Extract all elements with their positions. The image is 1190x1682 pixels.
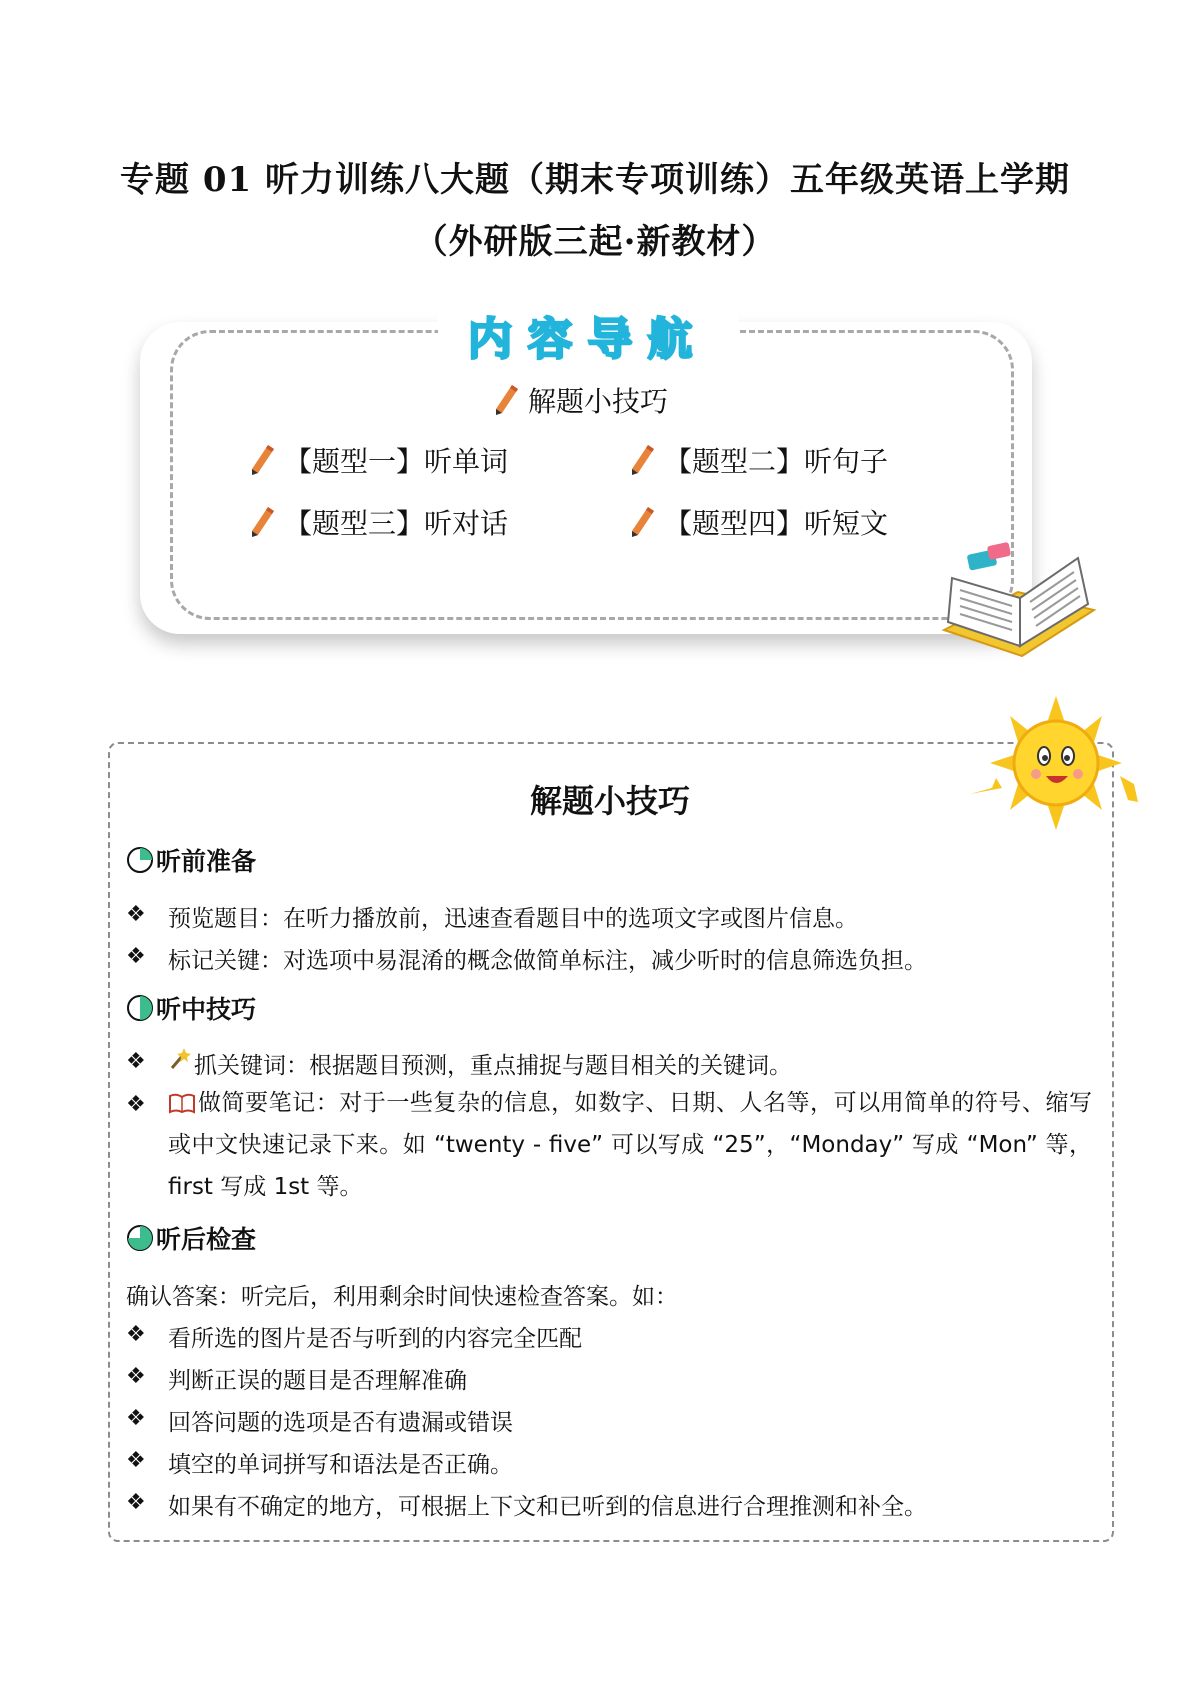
tip-text: 看所选的图片是否与听到的内容完全匹配 <box>168 1326 582 1352</box>
pencil-icon <box>248 443 276 477</box>
nav-item-label: 【题型二】听句子 <box>664 445 889 478</box>
tip-text: 做简要笔记：对于一些复杂的信息，如数字、日期、人名等，可以用简单的符号、缩写或中文快速记录下来。如 “twenty - five” 可以写成 “25”，“Monday” 写成 “Mon” 等，first 写成 1st 等。 <box>168 1090 1092 1200</box>
section-heading-during-listening: 听中技巧 <box>126 990 256 1026</box>
page-subtitle: （外研版三起·新教材） <box>413 222 777 262</box>
progress-half-icon <box>126 994 154 1022</box>
bullet-icon: ❖ <box>126 1092 146 1117</box>
nav-item-label: 【题型四】听短文 <box>664 507 889 540</box>
bullet-icon: ❖ <box>126 1322 146 1347</box>
nav-item-type-3[interactable] <box>248 502 508 542</box>
nav-item-type-4[interactable] <box>628 502 888 542</box>
tip-text: 标记关键：对选项中易混淆的概念做简单标注，减少听时的信息筛选负担。 <box>168 948 927 974</box>
pencil-icon <box>492 383 520 417</box>
nav-item-label: 【题型三】听对话 <box>284 507 509 540</box>
bullet-icon: ❖ <box>126 902 146 927</box>
progress-three-quarter-icon <box>126 1224 154 1252</box>
tip-text: 预览题目：在听力播放前，迅速查看题目中的选项文字或图片信息。 <box>168 906 858 932</box>
nav-item-label: 【题型一】听单词 <box>284 445 509 478</box>
pencil-icon <box>628 443 656 477</box>
bullet-icon: ❖ <box>126 1490 146 1515</box>
page-title: 专题 01 听力训练八大题（期末专项训练）五年级英语上学期 <box>120 160 1070 200</box>
section-heading-before-listening: 听前准备 <box>126 842 256 878</box>
open-book-icon <box>938 538 1098 662</box>
nav-item-type-2[interactable] <box>628 440 888 480</box>
tip-text: 判断正误的题目是否理解准确 <box>168 1368 467 1394</box>
pencil-icon <box>628 505 656 539</box>
section-heading-after-listening: 听后检查 <box>126 1220 256 1256</box>
nav-heading <box>438 308 738 368</box>
open-notebook-icon <box>168 1092 196 1114</box>
tip-text: 抓关键词：根据题目预测，重点捕捉与题目相关的关键词。 <box>194 1053 792 1079</box>
bullet-icon: ❖ <box>126 1448 146 1473</box>
nav-item-type-1[interactable] <box>248 440 508 480</box>
tip-text: 填空的单词拼写和语法是否正确。 <box>168 1452 513 1478</box>
tip-text: 如果有不确定的地方，可根据上下文和已听到的信息进行合理推测和补全。 <box>168 1494 927 1520</box>
tip-text: 回答问题的选项是否有遗漏或错误 <box>168 1410 513 1436</box>
pencil-icon <box>248 505 276 539</box>
nav-item-label: 解题小技巧 <box>528 385 669 418</box>
bullet-icon: ❖ <box>126 1364 146 1389</box>
tip-intro: 确认答案：听完后，利用剩余时间快速检查答案。如： <box>126 1284 678 1310</box>
progress-quarter-icon <box>126 846 154 874</box>
magic-wand-icon <box>168 1046 192 1072</box>
bullet-icon: ❖ <box>126 1049 146 1074</box>
tips-title: 解题小技巧 <box>529 782 690 820</box>
nav-heading-text: 内容导航 <box>468 314 708 365</box>
bullet-icon: ❖ <box>126 1406 146 1431</box>
nav-item-tips[interactable] <box>492 380 668 420</box>
bullet-icon: ❖ <box>126 944 146 969</box>
